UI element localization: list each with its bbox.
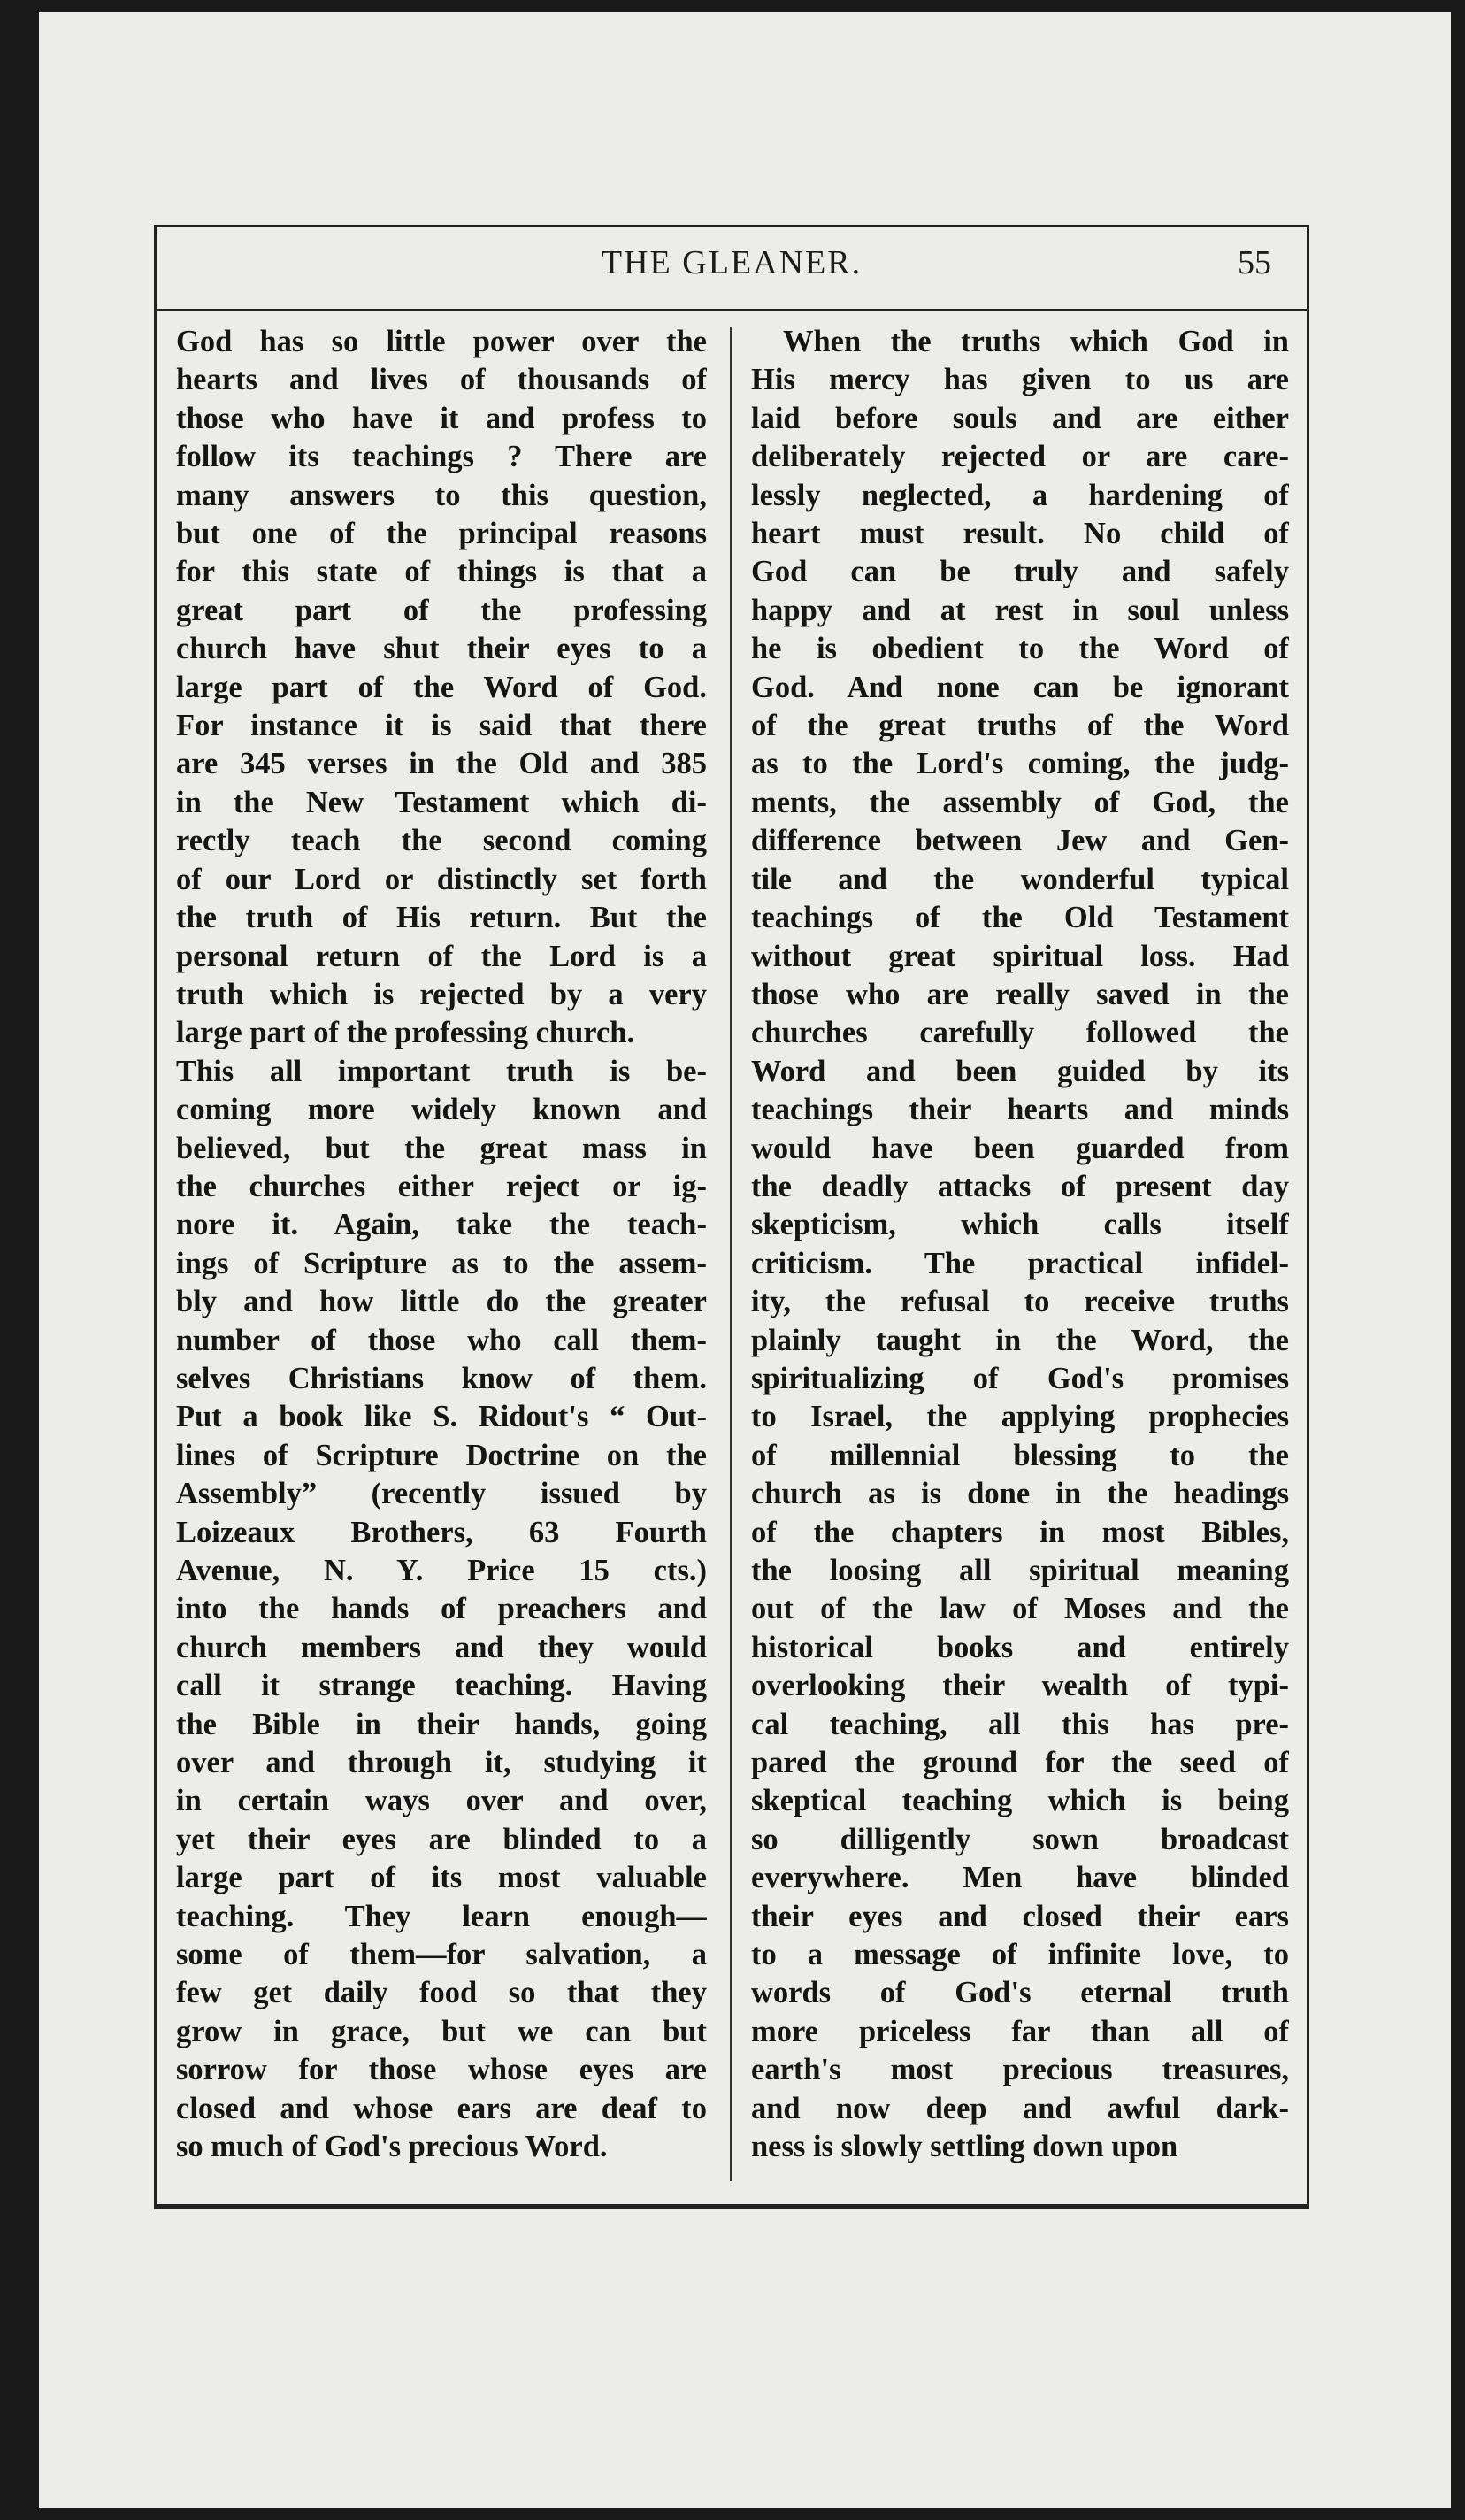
header-rule <box>157 309 1307 311</box>
text-line: skeptical teaching which is being <box>751 1784 1289 1818</box>
text-line: yet their eyes are blinded to a <box>176 1822 707 1856</box>
text-line: out of the law of Moses and the <box>751 1592 1289 1626</box>
text-line: over and through it, studying it <box>176 1746 707 1780</box>
text-line: church members and they would <box>176 1630 707 1664</box>
text-line: God can be truly and safely <box>751 555 1289 589</box>
text-line: large part of the professing church. <box>176 1016 635 1050</box>
text-line: words of God's eternal truth <box>751 1976 1289 2010</box>
text-line: those who are really saved in the <box>751 977 1289 1011</box>
column-divider <box>730 327 732 2181</box>
text-line: call it strange teaching. Having <box>176 1669 707 1703</box>
text-line: and now deep and awful dark- <box>751 2091 1289 2125</box>
text-line: in certain ways over and over, <box>176 1784 707 1818</box>
text-line: those who have it and profess to <box>176 401 707 435</box>
text-line: laid before souls and are either <box>751 401 1289 435</box>
text-line: sorrow for those whose eyes are <box>176 2053 707 2087</box>
text-line: would have been guarded from <box>751 1131 1289 1165</box>
left-column <box>176 323 707 2167</box>
text-line: as to the Lord's coming, the judg- <box>751 747 1289 781</box>
text-line: he is obedient to the Word of <box>751 632 1289 666</box>
text-line: rectly teach the second coming <box>176 824 707 858</box>
text-line: Assembly” (recently issued by <box>176 1477 707 1511</box>
text-line: teaching. They learn enough— <box>176 1899 707 1933</box>
text-line: ity, the refusal to receive truths <box>751 1285 1289 1319</box>
text-line: without great spiritual loss. Had <box>751 939 1289 973</box>
text-line: spiritualizing of God's promises <box>751 1361 1289 1395</box>
text-line: tile and the wonderful typical <box>751 862 1289 896</box>
text-line: His mercy has given to us are <box>751 363 1289 397</box>
text-line: criticism. The practical infidel- <box>751 1246 1289 1280</box>
running-head: THE GLEANER. <box>601 244 863 281</box>
text-line: skepticism, which calls itself <box>751 1208 1289 1242</box>
text-line: the churches either reject or ig- <box>176 1169 707 1203</box>
text-line: few get daily food so that they <box>176 1976 707 2010</box>
text-line: God has so little power over the <box>176 325 707 358</box>
text-line: of the great truths of the Word <box>751 709 1289 743</box>
text-frame <box>154 225 1309 2207</box>
text-line: great part of the professing <box>176 593 707 627</box>
text-line: in the New Testament which di- <box>176 785 707 819</box>
text-line: so much of God's precious Word. <box>176 2130 608 2164</box>
bottom-rule <box>154 2207 1309 2209</box>
text-line: pared the ground for the seed of <box>751 1746 1289 1780</box>
text-line: of the chapters in most Bibles, <box>751 1515 1289 1549</box>
text-line: teachings of the Old Testament <box>751 901 1289 935</box>
text-line: large part of the Word of God. <box>176 670 707 704</box>
text-line: teachings their hearts and minds <box>751 1093 1289 1127</box>
text-line: Put a book like S. Ridout's “ Out- <box>176 1400 707 1434</box>
text-line: the deadly attacks of present day <box>751 1169 1289 1203</box>
text-line: the loosing all spiritual meaning <box>751 1554 1289 1587</box>
text-line: churches carefully followed the <box>751 1016 1289 1050</box>
text-line: overlooking their wealth of typi- <box>751 1669 1289 1703</box>
text-line: This all important truth is be- <box>176 1054 707 1088</box>
text-line: everywhere. Men have blinded <box>751 1861 1289 1895</box>
text-line: lines of Scripture Doctrine on the <box>176 1438 707 1472</box>
text-line: coming more widely known and <box>176 1093 707 1127</box>
text-line: number of those who call them- <box>176 1323 707 1357</box>
text-line: so dilligently sown broadcast <box>751 1822 1289 1856</box>
text-line: to a message of infinite love, to <box>751 1938 1289 1972</box>
text-line: ness is slowly settling down upon <box>751 2130 1178 2164</box>
page-number: 55 <box>1238 244 1271 281</box>
text-line: church as is done in the headings <box>751 1477 1289 1511</box>
text-line: cal teaching, all this has pre- <box>751 1707 1289 1741</box>
text-line: but one of the principal reasons <box>176 517 707 551</box>
text-line: to Israel, the applying prophecies <box>751 1400 1289 1434</box>
text-line: believed, but the great mass in <box>176 1131 707 1165</box>
text-line: personal return of the Lord is a <box>176 939 707 973</box>
text-line: Loizeaux Brothers, 63 Fourth <box>176 1515 707 1549</box>
text-line: church have shut their eyes to a <box>176 632 707 666</box>
text-line: some of them—for salvation, a <box>176 1938 707 1972</box>
text-line: of millennial blessing to the <box>751 1438 1289 1472</box>
book-page <box>39 12 1451 2508</box>
text-line: deliberately rejected or are care- <box>751 440 1289 474</box>
text-line: Word and been guided by its <box>751 1054 1289 1088</box>
text-line: hearts and lives of thousands of <box>176 363 707 397</box>
text-line: bly and how little do the greater <box>176 1285 707 1319</box>
text-line: the Bible in their hands, going <box>176 1707 707 1741</box>
text-line: closed and whose ears are deaf to <box>176 2091 707 2125</box>
text-line: follow its teachings ? There are <box>176 440 707 474</box>
text-line: of our Lord or distinctly set forth <box>176 862 707 896</box>
text-line: historical books and entirely <box>751 1630 1289 1664</box>
text-line: For instance it is said that there <box>176 709 707 743</box>
text-line: for this state of things is that a <box>176 555 707 589</box>
text-line: their eyes and closed their ears <box>751 1899 1289 1933</box>
text-line: truth which is rejected by a very <box>176 977 707 1011</box>
right-column <box>751 323 1289 2167</box>
text-line: When the truths which God in <box>783 325 1289 358</box>
text-line: heart must result. No child of <box>751 517 1289 551</box>
text-line: selves Christians know of them. <box>176 1361 707 1395</box>
text-line: many answers to this question, <box>176 478 707 512</box>
text-line: more priceless far than all of <box>751 2014 1289 2048</box>
text-line: happy and at rest in soul unless <box>751 593 1289 627</box>
text-line: are 345 verses in the Old and 385 <box>176 747 707 781</box>
text-line: ings of Scripture as to the assem- <box>176 1246 707 1280</box>
text-line: nore it. Again, take the teach- <box>176 1208 707 1242</box>
text-line: Avenue, N. Y. Price 15 cts.) <box>176 1554 707 1587</box>
text-line: earth's most precious treasures, <box>751 2053 1289 2087</box>
text-line: plainly taught in the Word, the <box>751 1323 1289 1357</box>
text-line: ments, the assembly of God, the <box>751 785 1289 819</box>
text-line: large part of its most valuable <box>176 1861 707 1895</box>
text-line: difference between Jew and Gen- <box>751 824 1289 858</box>
text-line: into the hands of preachers and <box>176 1592 707 1626</box>
text-line: the truth of His return. But the <box>176 901 707 935</box>
text-line: grow in grace, but we can but <box>176 2014 707 2048</box>
text-line: God. And none can be ignorant <box>751 670 1289 704</box>
text-line: lessly neglected, a hardening of <box>751 478 1289 512</box>
